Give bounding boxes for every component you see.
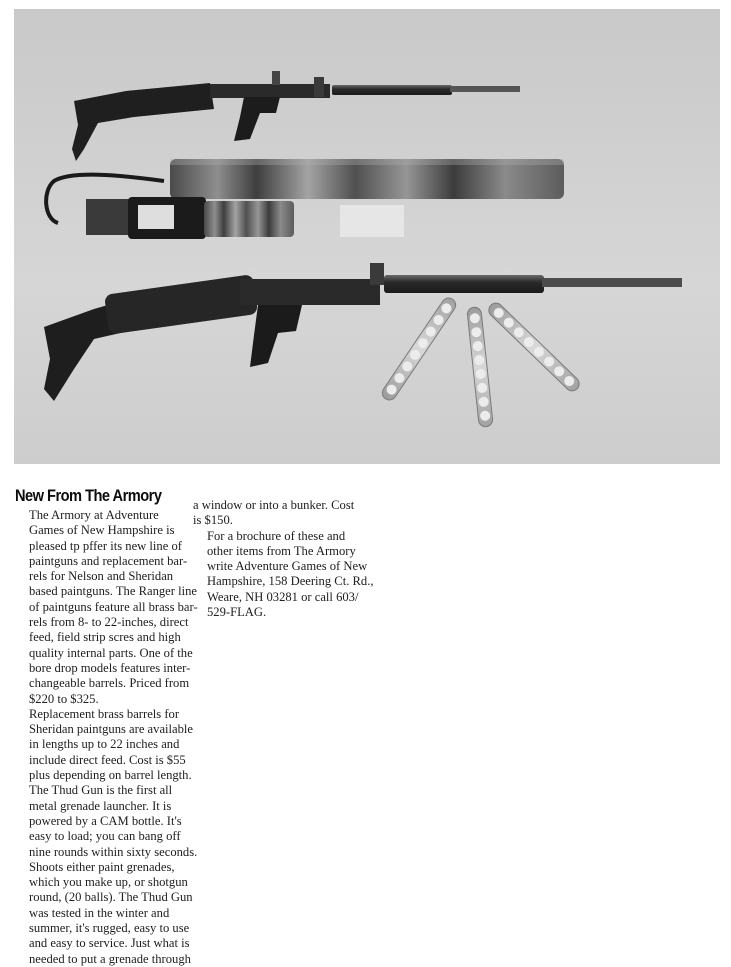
article-text-line: was tested in the winter and	[29, 905, 170, 920]
article-text-line: Hampshire, 158 Deering Ct. Rd.,	[207, 574, 374, 589]
paintgun-photo-illustration	[14, 9, 720, 464]
article-text-line: bore drop models features inter-	[29, 660, 191, 675]
article-text-line: which you make up, or shotgun	[29, 875, 188, 890]
article-paragraph	[193, 498, 373, 529]
article-text-line: and easy to service. Just what is	[29, 936, 190, 951]
article-text-line: easy to load; you can bang off	[29, 829, 181, 844]
article-text-line: write Adventure Games of New	[207, 559, 368, 574]
article-text-line: For a brochure of these and	[207, 528, 346, 543]
article-text-line: Games of New Hampshire is	[29, 523, 175, 538]
article-paragraph	[15, 508, 198, 707]
article-text-line: The Armory at Adventure	[29, 508, 159, 522]
article-text-line: powered by a CAM bottle. It's	[29, 813, 182, 828]
article-text-line: Weare, NH 03281 or call 603/	[207, 589, 359, 604]
article-paragraph	[193, 529, 373, 621]
article-text-line: feed, field strip scres and high	[29, 630, 181, 645]
article-text-line: 529-FLAG.	[207, 605, 267, 620]
article-headline: New From The Armory	[15, 486, 162, 505]
article-text-line: $220 to $325.	[29, 691, 99, 706]
article-text-line: other items from The Armory	[207, 543, 356, 558]
product-photo	[14, 9, 720, 464]
article-column-2	[193, 498, 373, 620]
article-text-line: pleased tp pffer its new line of	[29, 538, 182, 553]
article-text-line: plus depending on barrel length.	[29, 768, 192, 783]
article-text-line: include direct feed. Cost is $55	[29, 752, 186, 767]
article-text-line: round, (20 balls). The Thud Gun	[29, 890, 193, 905]
article-text-line: nine rounds within sixty seconds.	[29, 844, 198, 859]
article-text-line: changeable barrels. Priced from	[29, 676, 190, 691]
article-text-line: quality internal parts. One of the	[29, 645, 193, 660]
article-text-line: metal grenade launcher. It is	[29, 798, 172, 813]
article-text-line: Sheridan paintguns are available	[29, 722, 194, 737]
article-text-line: Replacement brass barrels for	[29, 706, 180, 721]
article-text-line: paintguns and replacement bar-	[29, 553, 188, 568]
article-text-line: summer, it's rugged, easy to use	[29, 921, 190, 936]
article-text-line: in lengths up to 22 inches and	[29, 737, 180, 752]
article-text-line: The Thud Gun is the first all	[29, 783, 173, 798]
article-text-line: Shoots either paint grenades,	[29, 859, 175, 874]
article-text-line: of paintguns feature all brass bar-	[29, 599, 198, 614]
article-text-line: is $150.	[193, 513, 233, 528]
article-paragraph	[15, 783, 198, 967]
article-column-1	[15, 508, 198, 967]
article-text-line: a window or into a bunker. Cost	[193, 498, 355, 512]
article-text-line: based paintguns. The Ranger line	[29, 584, 197, 599]
article-text-line: needed to put a grenade through	[29, 951, 191, 966]
article-text-line: rels from 8- to 22-inches, direct	[29, 615, 189, 630]
article-text-line: rels for Nelson and Sheridan	[29, 569, 174, 584]
article-paragraph	[15, 706, 194, 783]
